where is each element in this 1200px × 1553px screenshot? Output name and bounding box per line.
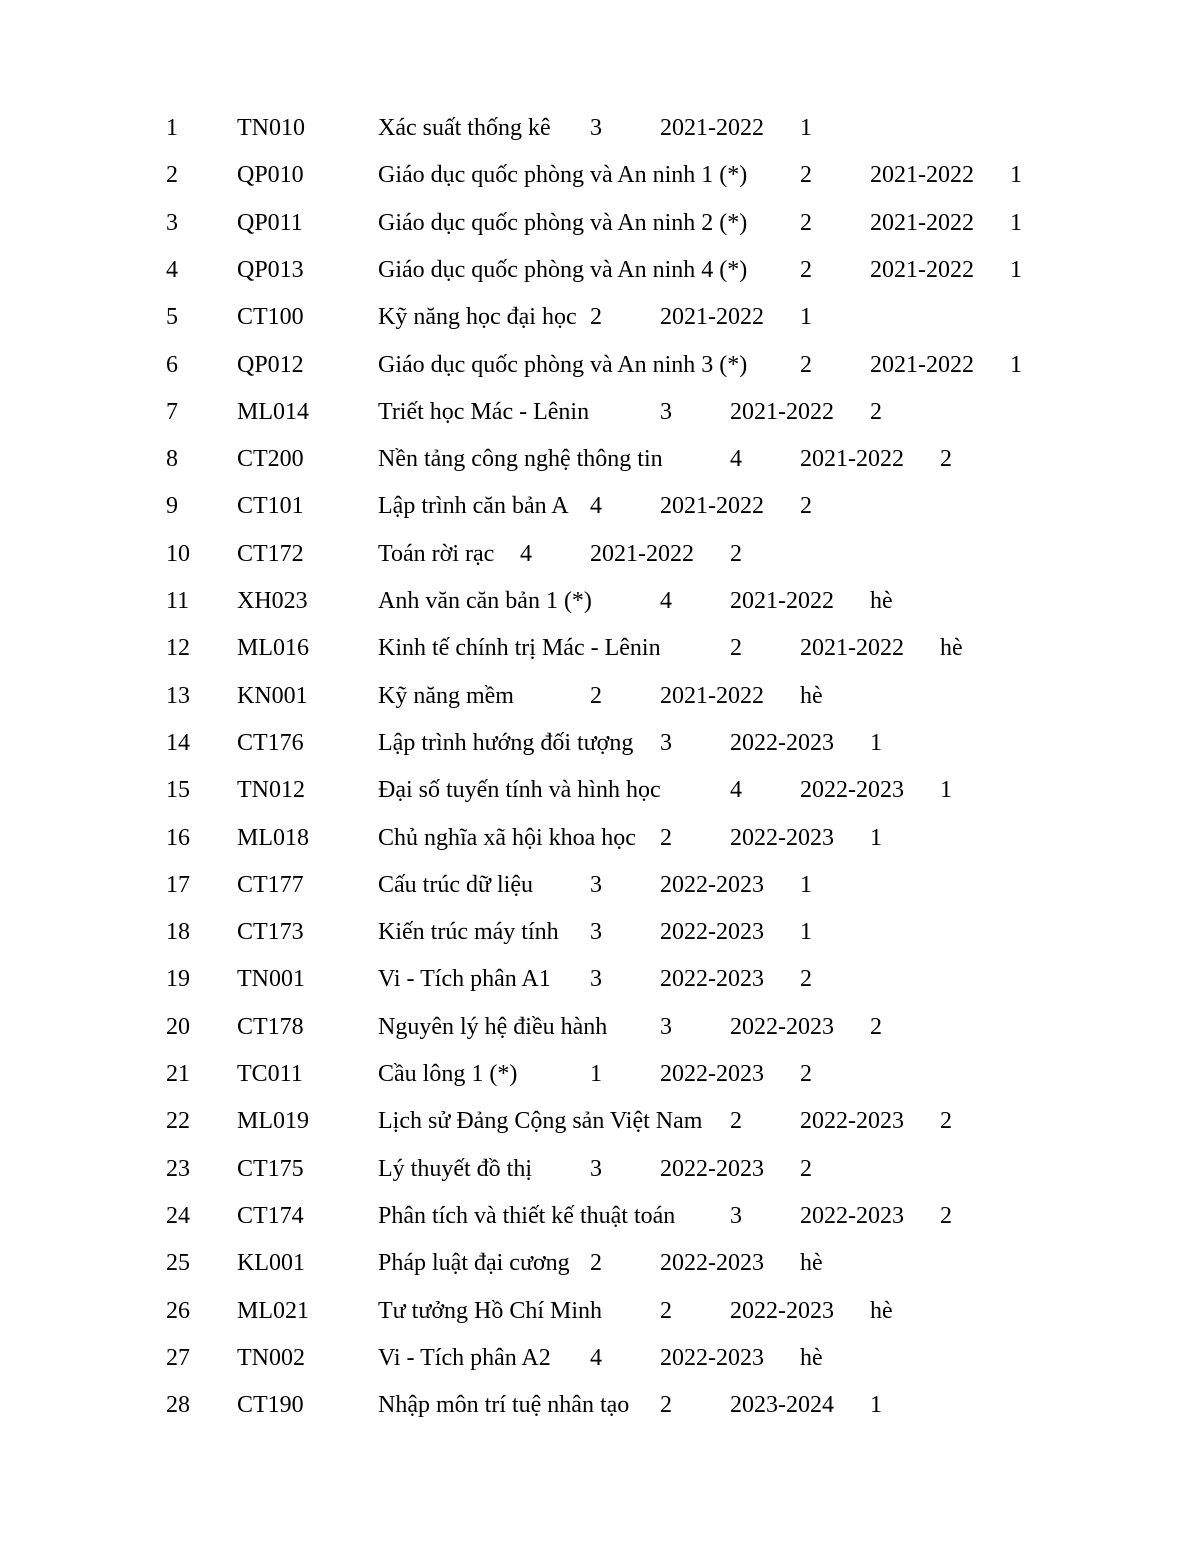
course-name: Lập trình hướng đối tượng bbox=[378, 729, 634, 756]
row-number: 18 bbox=[166, 919, 190, 946]
semester: 2 bbox=[800, 493, 812, 520]
semester: 1 bbox=[870, 1392, 882, 1419]
row-number: 9 bbox=[166, 493, 178, 520]
row-number: 5 bbox=[166, 304, 178, 331]
school-year: 2021-2022 bbox=[660, 115, 764, 141]
row-number: 12 bbox=[166, 635, 190, 662]
row-number: 1 bbox=[166, 115, 178, 141]
table-row bbox=[0, 349, 1200, 381]
semester: 1 bbox=[800, 919, 812, 946]
course-code: CT190 bbox=[237, 1392, 304, 1419]
row-number: 3 bbox=[166, 209, 178, 236]
row-number: 4 bbox=[166, 256, 178, 283]
school-year: 2021-2022 bbox=[590, 540, 694, 567]
course-code: CT177 bbox=[237, 871, 304, 898]
credits: 4 bbox=[730, 446, 742, 473]
course-code: ML018 bbox=[237, 824, 309, 851]
credits: 3 bbox=[590, 115, 602, 141]
row-number: 8 bbox=[166, 446, 178, 473]
course-code: ML016 bbox=[237, 635, 309, 662]
semester: hè bbox=[870, 1297, 893, 1324]
school-year: 2022-2023 bbox=[660, 1155, 764, 1182]
table-row bbox=[0, 301, 1200, 333]
credits: 2 bbox=[590, 682, 602, 709]
table-row bbox=[0, 916, 1200, 948]
school-year: 2021-2022 bbox=[660, 682, 764, 709]
row-number: 10 bbox=[166, 540, 190, 567]
credits: 4 bbox=[520, 540, 532, 567]
school-year: 2021-2022 bbox=[870, 162, 974, 189]
school-year: 2021-2022 bbox=[660, 304, 764, 331]
school-year: 2022-2023 bbox=[800, 777, 904, 804]
school-year: 2022-2023 bbox=[730, 824, 834, 851]
school-year: 2021-2022 bbox=[730, 398, 834, 425]
course-name: Đại số tuyến tính và hình học bbox=[378, 777, 661, 804]
semester: 1 bbox=[1010, 162, 1022, 189]
course-name: Kỹ năng mềm bbox=[378, 682, 514, 709]
course-name: Nền tảng công nghệ thông tin bbox=[378, 446, 663, 473]
course-name: Lý thuyết đồ thị bbox=[378, 1155, 532, 1182]
semester: 1 bbox=[940, 777, 952, 804]
semester: hè bbox=[870, 588, 893, 614]
course-code: CT176 bbox=[237, 729, 304, 756]
semester: hè bbox=[800, 1344, 823, 1371]
credits: 3 bbox=[660, 1013, 672, 1040]
school-year: 2022-2023 bbox=[730, 1297, 834, 1324]
semester: 2 bbox=[870, 1013, 882, 1040]
school-year: 2022-2023 bbox=[660, 1250, 764, 1277]
table-row bbox=[0, 443, 1200, 475]
school-year: 2022-2023 bbox=[660, 919, 764, 946]
course-name: Kinh tế chính trị Mác - Lênin bbox=[378, 635, 661, 662]
course-name: Pháp luật đại cương bbox=[378, 1250, 570, 1277]
course-name: Chủ nghĩa xã hội khoa học bbox=[378, 824, 636, 851]
row-number: 2 bbox=[166, 162, 178, 189]
course-code: ML021 bbox=[237, 1297, 309, 1324]
credits: 3 bbox=[590, 966, 602, 993]
credits: 3 bbox=[660, 398, 672, 425]
table-row bbox=[0, 1011, 1200, 1043]
credits: 4 bbox=[590, 1344, 602, 1371]
course-code: CT101 bbox=[237, 493, 304, 520]
course-code: QP011 bbox=[237, 209, 303, 236]
table-row bbox=[0, 1389, 1200, 1421]
course-name: Cấu trúc dữ liệu bbox=[378, 871, 533, 898]
table-row bbox=[0, 1058, 1200, 1090]
course-name: Lập trình căn bản A bbox=[378, 493, 569, 520]
credits: 4 bbox=[730, 777, 742, 804]
credits: 2 bbox=[660, 1297, 672, 1324]
semester: 1 bbox=[1010, 256, 1022, 283]
table-row bbox=[0, 159, 1200, 191]
credits: 3 bbox=[660, 729, 672, 756]
table-row bbox=[0, 1200, 1200, 1232]
semester: 1 bbox=[1010, 209, 1022, 236]
row-number: 20 bbox=[166, 1013, 190, 1040]
credits: 2 bbox=[660, 824, 672, 851]
school-year: 2022-2023 bbox=[660, 966, 764, 993]
school-year: 2022-2023 bbox=[660, 1344, 764, 1371]
credits: 2 bbox=[800, 351, 812, 378]
table-row bbox=[0, 963, 1200, 995]
course-name: Giáo dục quốc phòng và An ninh 4 (*) bbox=[378, 256, 748, 283]
row-number: 17 bbox=[166, 871, 190, 898]
school-year: 2022-2023 bbox=[660, 1061, 764, 1087]
course-name: Nhập môn trí tuệ nhân tạo bbox=[378, 1392, 630, 1419]
credits: 2 bbox=[800, 162, 812, 189]
school-year: 2021-2022 bbox=[870, 351, 974, 378]
course-name: Anh văn căn bản 1 (*) bbox=[378, 588, 592, 614]
course-code: ML019 bbox=[237, 1108, 309, 1135]
semester: 2 bbox=[800, 1061, 812, 1087]
credits: 4 bbox=[590, 493, 602, 520]
semester: hè bbox=[940, 635, 963, 662]
semester: 2 bbox=[940, 1202, 952, 1229]
course-name: Xác suất thống kê bbox=[378, 115, 551, 141]
course-name: Tư tưởng Hồ Chí Minh bbox=[378, 1297, 603, 1324]
school-year: 2022-2023 bbox=[800, 1108, 904, 1135]
course-name: Toán rời rạc bbox=[378, 540, 495, 567]
semester: 2 bbox=[800, 966, 812, 993]
table-row bbox=[0, 632, 1200, 664]
row-number: 24 bbox=[166, 1202, 190, 1229]
course-code: TN002 bbox=[237, 1344, 305, 1371]
semester: 1 bbox=[1010, 351, 1022, 378]
credits: 2 bbox=[590, 304, 602, 331]
course-code: CT178 bbox=[237, 1013, 304, 1040]
table-row bbox=[0, 490, 1200, 522]
table-row bbox=[0, 1342, 1200, 1374]
row-number: 13 bbox=[166, 682, 190, 709]
credits: 1 bbox=[590, 1061, 602, 1087]
credits: 2 bbox=[730, 1108, 742, 1135]
row-number: 25 bbox=[166, 1250, 190, 1277]
row-number: 15 bbox=[166, 777, 190, 804]
course-name: Lịch sử Đảng Cộng sản Việt Nam bbox=[378, 1108, 703, 1135]
credits: 2 bbox=[800, 256, 812, 283]
school-year: 2021-2022 bbox=[870, 256, 974, 283]
semester: 2 bbox=[940, 446, 952, 473]
row-number: 14 bbox=[166, 729, 190, 756]
table-row bbox=[0, 727, 1200, 759]
credits: 2 bbox=[660, 1392, 672, 1419]
semester: 1 bbox=[870, 824, 882, 851]
credits: 2 bbox=[800, 209, 812, 236]
table-row bbox=[0, 112, 1200, 144]
course-name: Giáo dục quốc phòng và An ninh 3 (*) bbox=[378, 351, 748, 378]
semester: 2 bbox=[870, 398, 882, 425]
school-year: 2021-2022 bbox=[660, 493, 764, 520]
credits: 3 bbox=[590, 1155, 602, 1182]
school-year: 2021-2022 bbox=[800, 446, 904, 473]
table-row bbox=[0, 869, 1200, 901]
row-number: 7 bbox=[166, 398, 178, 425]
semester: hè bbox=[800, 682, 823, 709]
school-year: 2023-2024 bbox=[730, 1392, 834, 1419]
course-name: Phân tích và thiết kế thuật toán bbox=[378, 1202, 676, 1229]
table-row bbox=[0, 207, 1200, 239]
table-row bbox=[0, 538, 1200, 570]
course-name: Vi - Tích phân A2 bbox=[378, 1344, 551, 1371]
credits: 4 bbox=[660, 588, 672, 614]
course-name: Giáo dục quốc phòng và An ninh 1 (*) bbox=[378, 162, 748, 189]
course-code: CT100 bbox=[237, 304, 304, 331]
table-row bbox=[0, 822, 1200, 854]
course-code: QP013 bbox=[237, 256, 304, 283]
credits: 3 bbox=[730, 1202, 742, 1229]
semester: 2 bbox=[940, 1108, 952, 1135]
table-row bbox=[0, 1247, 1200, 1279]
course-code: QP010 bbox=[237, 162, 304, 189]
row-number: 28 bbox=[166, 1392, 190, 1419]
table-row bbox=[0, 1153, 1200, 1185]
course-name: Triết học Mác - Lênin bbox=[378, 398, 590, 425]
school-year: 2022-2023 bbox=[660, 871, 764, 898]
course-code: TN012 bbox=[237, 777, 305, 804]
course-name: Kỹ năng học đại học bbox=[378, 304, 577, 331]
course-code: TN010 bbox=[237, 115, 305, 141]
credits: 3 bbox=[590, 919, 602, 946]
table-row bbox=[0, 254, 1200, 286]
credits: 3 bbox=[590, 871, 602, 898]
course-code: CT200 bbox=[237, 446, 304, 473]
row-number: 23 bbox=[166, 1155, 190, 1182]
course-code: CT172 bbox=[237, 540, 304, 567]
course-code: QP012 bbox=[237, 351, 304, 378]
course-name: Nguyên lý hệ điều hành bbox=[378, 1013, 608, 1040]
course-name: Giáo dục quốc phòng và An ninh 2 (*) bbox=[378, 209, 748, 236]
row-number: 16 bbox=[166, 824, 190, 851]
credits: 2 bbox=[590, 1250, 602, 1277]
semester: 1 bbox=[800, 115, 812, 141]
school-year: 2022-2023 bbox=[730, 729, 834, 756]
row-number: 19 bbox=[166, 966, 190, 993]
table-row bbox=[0, 396, 1200, 428]
course-name: Vi - Tích phân A1 bbox=[378, 966, 551, 993]
semester: 2 bbox=[800, 1155, 812, 1182]
course-code: XH023 bbox=[237, 588, 308, 614]
course-code: ML014 bbox=[237, 398, 309, 425]
course-code: CT173 bbox=[237, 919, 304, 946]
row-number: 27 bbox=[166, 1344, 190, 1371]
row-number: 26 bbox=[166, 1297, 190, 1324]
credits: 2 bbox=[730, 635, 742, 662]
row-number: 6 bbox=[166, 351, 178, 378]
course-code: KN001 bbox=[237, 682, 308, 709]
row-number: 11 bbox=[166, 588, 190, 614]
row-number: 21 bbox=[166, 1061, 190, 1087]
semester: 1 bbox=[800, 304, 812, 331]
course-code: KL001 bbox=[237, 1250, 305, 1277]
course-name: Kiến trúc máy tính bbox=[378, 919, 559, 946]
table-row bbox=[0, 680, 1200, 712]
course-name: Cầu lông 1 (*) bbox=[378, 1061, 518, 1087]
school-year: 2022-2023 bbox=[730, 1013, 834, 1040]
semester: 1 bbox=[800, 871, 812, 898]
table-row bbox=[0, 1105, 1200, 1137]
school-year: 2021-2022 bbox=[870, 209, 974, 236]
table-row bbox=[0, 585, 1200, 617]
semester: 2 bbox=[730, 540, 742, 567]
semester: hè bbox=[800, 1250, 823, 1277]
table-row bbox=[0, 774, 1200, 806]
row-number: 22 bbox=[166, 1108, 190, 1135]
table-row bbox=[0, 1295, 1200, 1327]
course-code: TC011 bbox=[237, 1061, 303, 1087]
course-code: CT175 bbox=[237, 1155, 304, 1182]
school-year: 2021-2022 bbox=[800, 635, 904, 662]
school-year: 2021-2022 bbox=[730, 588, 834, 614]
semester: 1 bbox=[870, 729, 882, 756]
school-year: 2022-2023 bbox=[800, 1202, 904, 1229]
course-code: TN001 bbox=[237, 966, 305, 993]
course-code: CT174 bbox=[237, 1202, 304, 1229]
